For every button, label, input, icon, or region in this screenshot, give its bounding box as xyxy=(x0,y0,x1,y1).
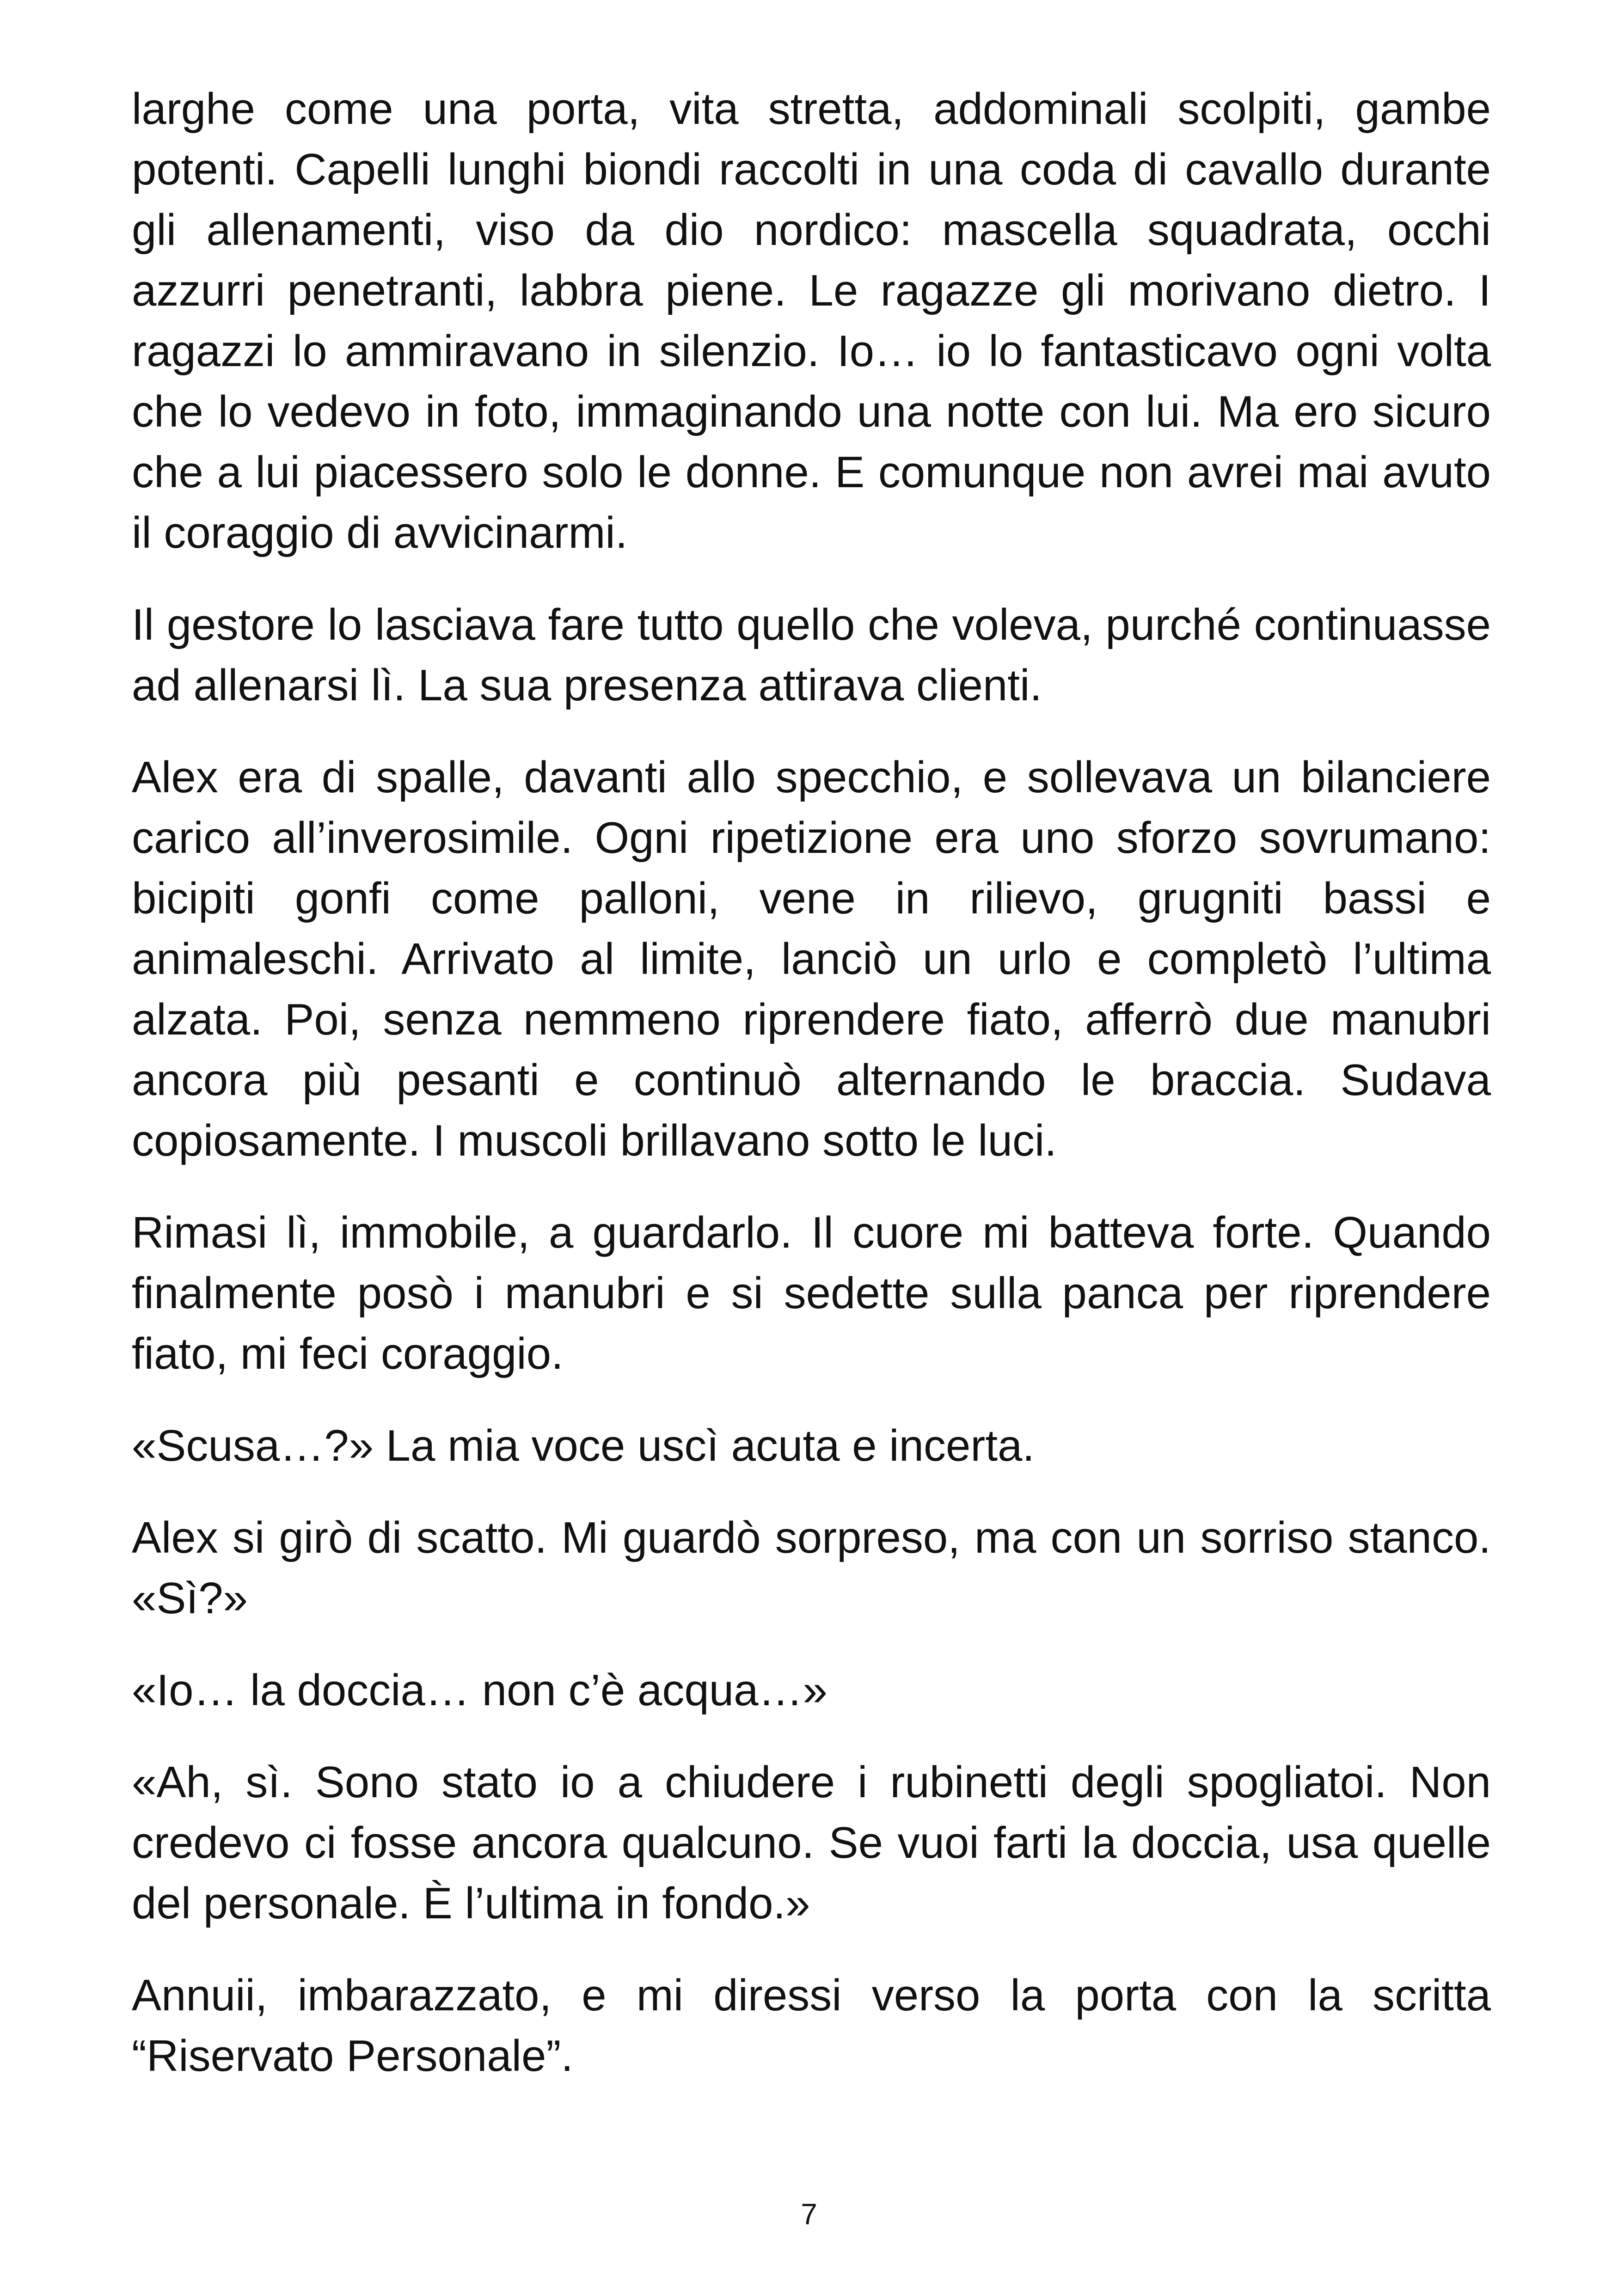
paragraph-9: Annuii, imbarazzato, e mi diressi verso la porta con la scritta “Riservato Personale”. xyxy=(132,1971,1491,2081)
paragraph-5: «Scusa…?» La mia voce uscì acuta e incerta. xyxy=(132,1421,1035,1470)
paragraph-7: «Io… la doccia… non c’è acqua…» xyxy=(132,1665,827,1715)
paragraph-8: «Ah, sì. Sono stato io a chiudere i rubinetti degli spogliatoi. Non credevo ci fosse ancora qualcuno. Se vuoi farti la doccia, usa quelle del personale. È l’ultima in fondo.» xyxy=(132,1757,1491,1928)
paragraph-6: Alex si girò di scatto. Mi guardò sorpreso, ma con un sorriso stanco. «Sì?» xyxy=(132,1513,1491,1623)
paragraph-4: Rimasi lì, immobile, a guardarlo. Il cuore mi batteva forte. Quando finalmente posò i manubri e si sedette sulla panca per riprendere fiato, mi feci coraggio. xyxy=(132,1208,1491,1378)
page-number: 7 xyxy=(801,2198,817,2231)
paragraph-3: Alex era di spalle, davanti allo specchio, e sollevava un bilanciere carico all’inverosimile. Ogni ripetizione era uno sforzo sovrumano: bicipiti gonfi come palloni, vene in rilievo, grugniti bassi e animaleschi. Arrivato al limite, lanciò un urlo e completò l’ultima alzata. Poi, senza nemmeno riprendere fiato, afferrò due manubri ancora più pesanti e continuò alternando le braccia. Sudava copiosamente. I muscoli brillavano sotto le luci. xyxy=(132,753,1491,1165)
paragraph-2: Il gestore lo lasciava fare tutto quello che voleva, purché continuasse ad allenarsi lì. La sua presenza attirava clienti. xyxy=(132,600,1491,710)
body-text xyxy=(132,79,1491,2118)
paragraph-1: larghe come una porta, vita stretta, addominali scolpiti, gambe potenti. Capelli lunghi biondi raccolti in una coda di cavallo durante gli allenamenti, viso da dio nordico: mascella squadrata, occhi azzurri penetranti, labbra piene. Le ragazze gli morivano dietro. I ragazzi lo ammiravano in silenzio. Io… io lo fantasticavo ogni volta che lo vedevo in foto, immaginando una notte con lui. Ma ero sicuro che a lui piacessero solo le donne. E comunque non avrei mai avuto il coraggio di avvicinarmi. xyxy=(132,84,1491,557)
